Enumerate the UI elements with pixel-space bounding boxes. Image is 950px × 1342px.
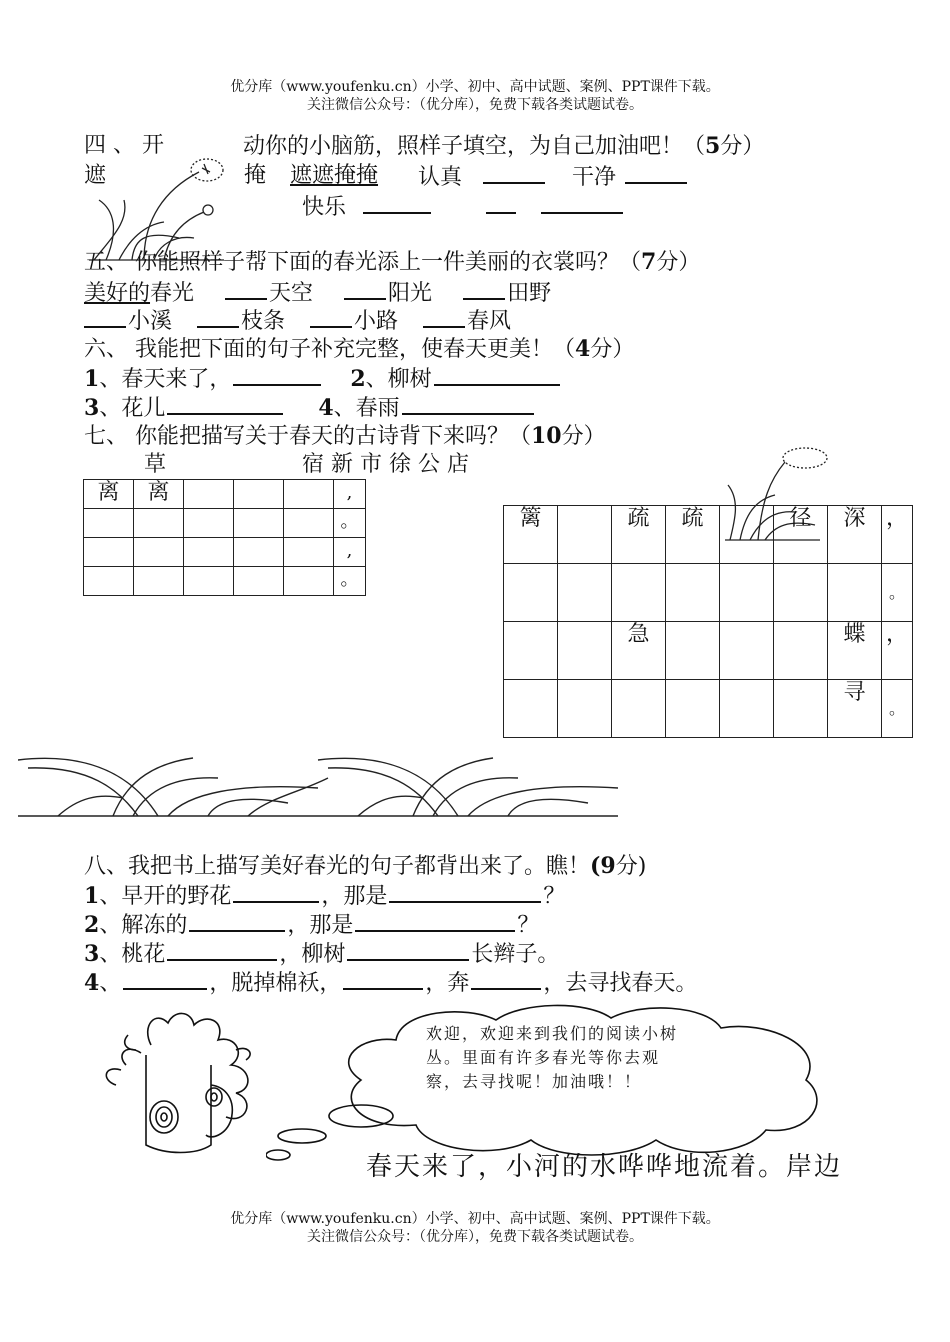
poem1-cell[interactable] bbox=[84, 538, 134, 567]
section8-line-2-c: ？ bbox=[517, 913, 540, 938]
poem1-cell[interactable] bbox=[284, 567, 334, 596]
section4-item-3 bbox=[302, 192, 625, 222]
section8-num-1: 1 bbox=[84, 883, 100, 909]
section4-title-a: 四 、 开 bbox=[84, 133, 164, 158]
section5-blank-2[interactable] bbox=[225, 278, 267, 300]
poem1-cell[interactable] bbox=[284, 509, 334, 538]
section8-line-4-b: ，脱掉棉袄， bbox=[209, 971, 342, 996]
section4-score-end: 分） bbox=[720, 134, 765, 159]
poem2-cell[interactable] bbox=[558, 622, 612, 680]
poem2-cell[interactable]: 疏 bbox=[612, 506, 666, 564]
section6-blank-4[interactable] bbox=[402, 393, 534, 415]
section6-score-end: 分） bbox=[590, 337, 635, 362]
poem2-grid bbox=[503, 505, 913, 738]
header-line-2: 关注微信公众号：（优分库），免费下载各类试题试卷。 bbox=[307, 97, 643, 113]
section5-item-1: 春光 bbox=[150, 281, 195, 306]
section5-blank-3[interactable] bbox=[344, 278, 386, 300]
poem2-cell[interactable]: 寻 bbox=[828, 680, 882, 738]
tree-stump-illustration bbox=[96, 1005, 286, 1165]
section8-blank-4b[interactable] bbox=[343, 968, 423, 990]
poem2-cell[interactable] bbox=[558, 680, 612, 738]
section8-line-2 bbox=[84, 910, 539, 940]
section7-title bbox=[84, 422, 606, 451]
poem1-cell[interactable] bbox=[284, 480, 334, 509]
section5-blank-4[interactable] bbox=[463, 278, 505, 300]
poem2-cell[interactable]: 篱 bbox=[504, 506, 558, 564]
section5-item-6: 枝条 bbox=[241, 309, 286, 334]
section4-blank-5[interactable] bbox=[541, 192, 623, 214]
section5-row-2 bbox=[84, 306, 511, 336]
section4-word-3: 认真 bbox=[418, 165, 463, 190]
poem1-cell[interactable] bbox=[184, 480, 234, 509]
poem2-cell[interactable] bbox=[774, 622, 828, 680]
poem2-cell[interactable] bbox=[504, 564, 558, 622]
section6-blank-1[interactable] bbox=[233, 364, 321, 386]
section8-blank-1a[interactable] bbox=[233, 881, 319, 903]
section8-line-3-b: ，柳树 bbox=[279, 942, 346, 967]
section8-score: (9 bbox=[590, 853, 616, 879]
poem2-cell[interactable] bbox=[774, 680, 828, 738]
section5-blank-6[interactable] bbox=[197, 306, 239, 328]
section8-line-3-a: 、桃花 bbox=[99, 942, 166, 967]
section8-line-1 bbox=[84, 881, 565, 911]
poem1-cell[interactable] bbox=[234, 538, 284, 567]
section4-item-1 bbox=[418, 162, 547, 192]
poem2-punct: 。 bbox=[882, 564, 913, 622]
section6-row-2 bbox=[84, 393, 536, 423]
section6-row-1 bbox=[84, 364, 562, 394]
section4-title bbox=[84, 132, 164, 160]
section7-title-text: 七、 你能把描写关于春天的古诗背下来吗？（ bbox=[84, 424, 531, 449]
reading-passage: 春天来了，小河的水哗哗地流着。岸边 bbox=[366, 1152, 843, 1182]
poem1-cell[interactable] bbox=[234, 567, 284, 596]
section6-num-2: 2 bbox=[350, 366, 366, 392]
section8-line-4-a: 、 bbox=[99, 971, 122, 996]
poem2-cell[interactable] bbox=[828, 564, 882, 622]
section4-word-5: 快乐 bbox=[302, 195, 347, 220]
section8-blank-3a[interactable] bbox=[167, 939, 277, 961]
section8-num-4: 4 bbox=[84, 970, 100, 996]
poem1-cell[interactable]: 离 bbox=[84, 480, 134, 509]
section8-line-1-c: ？ bbox=[543, 884, 566, 909]
poem1-cell[interactable] bbox=[184, 567, 234, 596]
poem2-cell[interactable] bbox=[612, 564, 666, 622]
poem2-cell[interactable] bbox=[504, 622, 558, 680]
section6-score: 4 bbox=[575, 336, 591, 362]
section4-word-4: 干净 bbox=[572, 165, 617, 190]
section4-example: 遮遮掩掩 bbox=[290, 163, 379, 188]
section5-item-8: 春风 bbox=[467, 309, 512, 334]
poem1-punct: 。 bbox=[334, 567, 366, 596]
section8-blank-2b[interactable] bbox=[355, 910, 515, 932]
section8-line-2-a: 、解冻的 bbox=[99, 913, 188, 938]
footer-line-2: 关注微信公众号：（优分库），免费下载各类试题试卷。 bbox=[307, 1229, 643, 1245]
section8-score-end: 分) bbox=[615, 854, 647, 879]
poem1-title: 草 bbox=[144, 452, 167, 477]
poem1-punct: , bbox=[334, 538, 366, 567]
section4-blank-4[interactable] bbox=[486, 192, 516, 214]
poem1-punct: , bbox=[334, 480, 366, 509]
poem2-punct: 。 bbox=[882, 680, 913, 738]
poem1-cell[interactable] bbox=[84, 567, 134, 596]
section4-score: 5 bbox=[705, 133, 721, 159]
section8-num-3: 3 bbox=[84, 941, 100, 967]
section5-item-3: 阳光 bbox=[388, 281, 433, 306]
poem2-cell[interactable]: 径 bbox=[774, 506, 828, 564]
poem1-cell[interactable] bbox=[134, 538, 184, 567]
section4-word-1: 遮 bbox=[84, 163, 107, 188]
section6-blank-3[interactable] bbox=[167, 393, 283, 415]
poem2-cell[interactable] bbox=[720, 506, 774, 564]
poem2-punct: ， bbox=[882, 506, 913, 564]
poem1-cell[interactable] bbox=[284, 538, 334, 567]
section7-score: 10 bbox=[531, 423, 562, 449]
section8-line-4-c: ，奔 bbox=[425, 971, 470, 996]
cloud-line-1: 欢迎，欢迎来到我们的阅读小树 bbox=[426, 1024, 679, 1043]
section8-blank-4c[interactable] bbox=[471, 968, 541, 990]
footer-line-1: 优分库（www.youfenku.cn）小学、初中、高中试题、案例、PPT课件下载。 bbox=[230, 1211, 720, 1227]
section4-blank-2[interactable] bbox=[625, 162, 687, 184]
header-line-1: 优分库（www.youfenku.cn）小学、初中、高中试题、案例、PPT课件下载。 bbox=[230, 79, 720, 95]
section8-line-2-b: ，那是 bbox=[287, 913, 354, 938]
section6-blank-2[interactable] bbox=[434, 364, 560, 386]
poem1-cell[interactable] bbox=[184, 509, 234, 538]
section5-example: 美好的 bbox=[84, 281, 151, 306]
section6-num-1: 1 bbox=[84, 366, 100, 392]
section8-blank-2a[interactable] bbox=[189, 910, 285, 932]
section5-score-end: 分） bbox=[656, 250, 701, 275]
poem2-cell[interactable] bbox=[666, 564, 720, 622]
section7-score-end: 分） bbox=[561, 424, 606, 449]
section8-line-1-a: 、早开的野花 bbox=[99, 884, 232, 909]
poem2-cell[interactable] bbox=[666, 622, 720, 680]
section6-num-3: 3 bbox=[84, 395, 100, 421]
section5-blank-8[interactable] bbox=[423, 306, 465, 328]
poem2-cell[interactable] bbox=[774, 564, 828, 622]
section6-text-4: 、春雨 bbox=[333, 396, 400, 421]
section8-line-4 bbox=[84, 968, 697, 998]
page-header bbox=[0, 78, 950, 114]
section4-item-2 bbox=[572, 162, 689, 192]
section8-blank-3b[interactable] bbox=[347, 939, 469, 961]
poem1-cell[interactable] bbox=[84, 509, 134, 538]
poem2-cell[interactable] bbox=[612, 680, 666, 738]
poem1-cell[interactable]: 离 bbox=[134, 480, 184, 509]
section8-title-text: 八、我把书上描写美好春光的句子都背出来了。瞧！ bbox=[84, 854, 591, 879]
section5-item-2: 天空 bbox=[269, 281, 314, 306]
poem2-cell[interactable] bbox=[666, 680, 720, 738]
cloud-line-2: 丛。里面有许多春光等你去观 bbox=[426, 1048, 661, 1067]
poem1-cell[interactable] bbox=[234, 480, 284, 509]
grass-divider-illustration bbox=[18, 748, 618, 820]
poem2-cell[interactable] bbox=[558, 564, 612, 622]
section8-num-2: 2 bbox=[84, 912, 100, 938]
section6-text-1: 、春天来了， bbox=[99, 367, 232, 392]
section5-item-7: 小路 bbox=[354, 309, 399, 334]
poem1-cell[interactable] bbox=[184, 538, 234, 567]
section8-line-3 bbox=[84, 939, 559, 969]
section5-blank-5[interactable] bbox=[84, 306, 126, 328]
poem1-punct: 。 bbox=[334, 509, 366, 538]
section8-blank-1b[interactable] bbox=[389, 881, 541, 903]
section8-blank-4a[interactable] bbox=[123, 968, 207, 990]
cloud-line-3: 察，去寻找呢！加油哦！！ bbox=[426, 1072, 643, 1091]
section8-line-1-b: ，那是 bbox=[321, 884, 388, 909]
poem1-grid bbox=[83, 479, 366, 596]
section4-blank-1[interactable] bbox=[483, 162, 545, 184]
poem2-punct: ， bbox=[882, 622, 913, 680]
section8-line-3-c: 长辫子。 bbox=[471, 942, 560, 967]
cloud-text bbox=[426, 1022, 678, 1094]
poem2-cell[interactable]: 蝶 bbox=[828, 622, 882, 680]
section8-line-4-d: ，去寻找春天。 bbox=[543, 971, 698, 996]
poem1-cell[interactable] bbox=[134, 509, 184, 538]
section6-num-4: 4 bbox=[318, 395, 334, 421]
poem1-cell[interactable] bbox=[134, 567, 184, 596]
poem2-cell[interactable] bbox=[504, 680, 558, 738]
section4-blank-3[interactable] bbox=[363, 192, 431, 214]
section5-item-4: 田野 bbox=[507, 281, 552, 306]
section6-text-2: 、柳树 bbox=[365, 367, 432, 392]
section4-title-b: 动你的小脑筋，照样子填空，为自己加油吧！（ bbox=[243, 134, 706, 159]
poem1-cell[interactable] bbox=[234, 509, 284, 538]
section6-title bbox=[84, 335, 634, 364]
poem2-cell[interactable] bbox=[720, 622, 774, 680]
section5-item-5: 小溪 bbox=[128, 309, 173, 334]
section4-word-2: 掩 bbox=[244, 163, 267, 188]
poem2-cell[interactable] bbox=[558, 506, 612, 564]
section5-blank-7[interactable] bbox=[310, 306, 352, 328]
section5-score: 7 bbox=[641, 249, 657, 275]
poem2-cell[interactable]: 深 bbox=[828, 506, 882, 564]
section4-title-rest bbox=[243, 132, 764, 161]
poem2-cell[interactable]: 疏 bbox=[666, 506, 720, 564]
section5-row-1 bbox=[84, 278, 551, 308]
page-footer bbox=[0, 1210, 950, 1246]
poem2-cell[interactable] bbox=[720, 680, 774, 738]
poem2-title: 宿 新 市 徐 公 店 bbox=[302, 452, 469, 477]
poem2-cell[interactable] bbox=[720, 564, 774, 622]
section5-title bbox=[84, 248, 700, 277]
section8-title bbox=[84, 852, 646, 881]
section6-title-text: 六、 我能把下面的句子补充完整，使春天更美！（ bbox=[84, 337, 575, 362]
section6-text-3: 、花儿 bbox=[99, 396, 166, 421]
section5-title-text: 五、 你能照样子帮下面的春光添上一件美丽的衣裳吗？（ bbox=[84, 250, 641, 275]
poem2-cell[interactable]: 急 bbox=[612, 622, 666, 680]
